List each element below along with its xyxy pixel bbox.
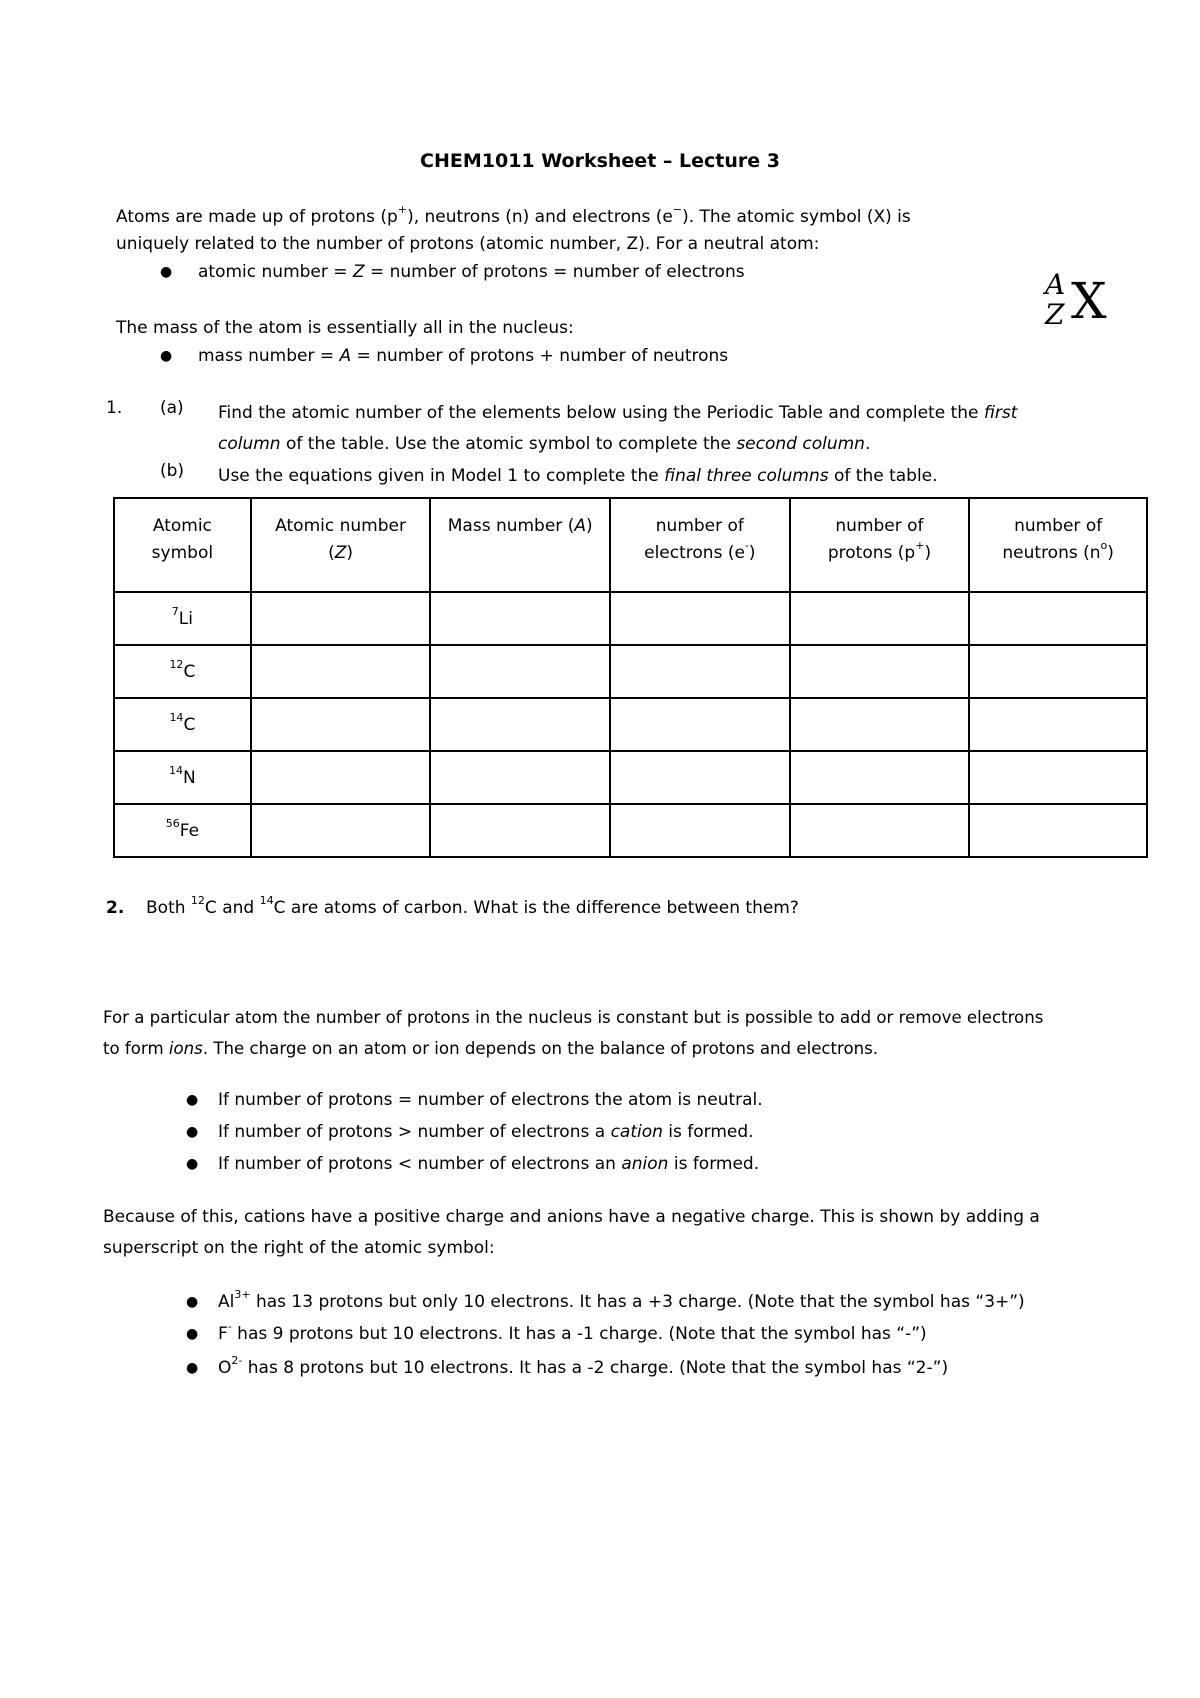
header-text: Atomic number [275,516,406,536]
ions-text: For a particular atom the number of protons in the nucleus is constant but is possible to add or remove electrons [103,1008,1044,1027]
table-row [114,804,1147,857]
bullet-text [186,1154,759,1174]
ion-text: has 13 protons but only 10 electrons. It has a +3 charge. (Note that the symbol has “3+”) [250,1292,1025,1312]
answer-cell[interactable] [251,804,431,857]
isotope-element: C [183,661,196,682]
answer-cell[interactable] [430,751,610,804]
header-sup: - [744,539,749,553]
q2-text-part: Both [146,898,191,918]
q1-number: 1. [106,398,123,418]
ions-text: . The charge on an atom or ion depends on the balance of protons and electrons. [202,1039,879,1058]
bullet-icon: ● [160,264,173,280]
bullet-text-part: mass number = [198,346,340,366]
isotope-cell [114,592,251,645]
bullet-icon: ● [186,1294,199,1310]
table-row [114,698,1147,751]
element-symbol: X [1071,272,1107,330]
proton-charge: + [397,203,408,217]
intro-bullet-1 [160,260,745,284]
ion-charge: 3+ [234,1288,251,1302]
q1-text: Find the atomic number of the elements below using the Periodic Table and complete the [218,403,984,423]
answer-cell[interactable] [969,645,1147,698]
isotope-cell [114,751,251,804]
table-row [114,751,1147,804]
atomic-notation [1045,268,1125,338]
header-neutrons [969,498,1147,592]
answer-cell[interactable] [430,698,610,751]
q1-text: second column [736,434,865,454]
intro-text: Atoms are made up of protons (p [116,207,398,227]
answer-cell[interactable] [969,804,1147,857]
intro-line-1 [116,204,911,231]
answer-cell[interactable] [610,751,790,804]
isotope-mass: 56 [165,816,180,830]
q1-text: final three columns [664,466,829,486]
isotope-element: Li [178,608,193,629]
ion-example-1 [186,1290,1025,1314]
ion-charge: - [227,1320,232,1334]
bullet-text-part: atomic number = [198,262,353,282]
answer-cell[interactable] [610,698,790,751]
header-sup: o [1100,539,1108,553]
isotope-element: C [183,714,196,735]
ions-text: ions [168,1039,203,1058]
answer-cell[interactable] [610,645,790,698]
q1-b-label: (b) [160,461,185,481]
page-title: CHEM1011 Worksheet – Lecture 3 [420,150,780,172]
table-row [114,645,1147,698]
bullet-text-part: is formed. [662,1122,754,1142]
header-text: ) [748,543,756,563]
bullet-text [186,1320,927,1344]
bullet-text-part: cation [610,1122,663,1142]
q2-sup: 12 [190,894,205,908]
answer-cell[interactable] [790,645,970,698]
isotope-mass: 12 [169,657,184,671]
header-text: protons (p [827,543,916,563]
answer-cell[interactable] [969,592,1147,645]
isotope-mass: 7 [171,604,179,618]
ions-bullet-3 [186,1152,759,1176]
bullet-text-part: = number of protons + number of neutrons [351,346,729,366]
ion-text: has 8 protons but 10 electrons. It has a -2 charge. (Note that the symbol has “2-”) [242,1358,949,1378]
header-text: Mass number ( [447,516,575,536]
answer-cell[interactable] [610,592,790,645]
bullet-text: If number of protons = number of electrons the atom is neutral. [218,1090,763,1110]
ions-text: Because of this, cations have a positive charge and anions have a negative charge. This is shown by adding a [103,1207,1040,1227]
isotope-element: Fe [179,820,200,841]
header-atomic-number: Atomic number (Z) [251,498,431,592]
bullet-text-part: A [339,346,352,366]
ions-text: to form [103,1039,169,1058]
bullet-text-part: is formed. [668,1154,760,1174]
intro-line-2: uniquely related to the number of protons (atomic number, Z). For a neutral atom: [116,234,820,254]
mass-line: The mass of the atom is essentially all in the nucleus: [116,318,574,338]
bullet-text [186,1354,949,1378]
bullet-text-part: = number of protons = number of electrons [364,262,745,282]
bullet-icon: ● [186,1124,199,1140]
ion-text: has 9 protons but 10 electrons. It has a -1 charge. (Note that the symbol has “-”) [231,1324,927,1344]
answer-cell[interactable] [790,698,970,751]
answer-cell[interactable] [251,751,431,804]
ions-bullet-2 [186,1120,754,1144]
table-row [114,592,1147,645]
ions-paragraph-1 [103,1002,1043,1064]
ion-element: O [218,1358,232,1378]
mass-number-symbol: A [1045,268,1066,301]
header-sup: + [915,539,925,553]
q1-text: first [983,403,1018,423]
header-text: Z [334,543,347,563]
ions-paragraph-2 [103,1202,1040,1264]
header-text: symbol [151,543,214,563]
isotope-cell [114,804,251,857]
bullet-text-part: If number of protons > number of electrons a [218,1122,611,1142]
isotope-mass: 14 [169,763,184,777]
header-text: electrons (e [644,543,745,563]
ion-example-2 [186,1322,927,1346]
q2-text [146,894,799,918]
atom-table [113,497,1148,858]
isotope-cell [114,698,251,751]
q1-text: Use the equations given in Model 1 to complete the [218,466,665,486]
q1-text: of the table. Use the atomic symbol to complete the [280,434,737,454]
intro-text: ). The atomic symbol (X) is [682,207,911,227]
bullet-text [160,262,745,282]
header-text: neutrons (n [1002,543,1101,563]
q2-text-part: C are atoms of carbon. What is the difference between them? [273,898,799,918]
answer-cell[interactable] [430,645,610,698]
header-mass-number [430,498,610,592]
answer-cell[interactable] [610,804,790,857]
q2-sup: 14 [259,894,274,908]
bullet-text [160,346,728,366]
isotope-element: N [183,767,196,788]
answer-cell[interactable] [251,592,431,645]
q2-text-part: C and [204,898,260,918]
answer-cell[interactable] [251,645,431,698]
answer-cell[interactable] [790,592,970,645]
q1-b-line [218,461,1118,492]
header-protons [790,498,970,592]
answer-cell[interactable] [430,804,610,857]
header-atomic-symbol [114,498,251,592]
ion-element: Al [218,1292,235,1312]
header-electrons [610,498,790,592]
q2-number: 2. [106,898,125,918]
answer-cell[interactable] [969,698,1147,751]
isotope-mass: 14 [169,710,184,724]
q1-a-label: (a) [160,398,184,418]
answer-cell[interactable] [790,804,970,857]
header-text: ) [924,543,932,563]
ions-text: superscript on the right of the atomic symbol: [103,1238,495,1258]
ion-charge: 2- [231,1354,243,1368]
bullet-icon: ● [160,348,173,364]
ion-element: F [218,1324,228,1344]
answer-cell[interactable] [251,698,431,751]
intro-text: ), neutrons (n) and electrons (e [407,207,673,227]
bullet-text-part: If number of protons < number of electrons an [218,1154,622,1174]
header-text: ) [1107,543,1114,563]
bullet-icon: ● [186,1092,199,1108]
bullet-text [186,1288,1025,1312]
bullet-text-part: anion [621,1154,669,1174]
bullet-text [186,1122,754,1142]
header-text: Atomic [152,516,212,536]
answer-cell[interactable] [969,751,1147,804]
ion-example-3 [186,1356,948,1380]
header-text: A [574,516,586,536]
atomic-number-symbol: Z [1045,298,1065,331]
q1-a-line-1 [218,398,1118,429]
bullet-icon: ● [186,1156,199,1172]
q1-a-line-2 [218,429,1118,460]
q1-text: column [218,434,281,454]
answer-cell[interactable] [790,751,970,804]
q1-text: of the table. [828,466,938,486]
answer-cell[interactable] [430,592,610,645]
table-header-row [114,498,1147,592]
header-text: number of [835,516,924,536]
q1-text: . [864,434,871,454]
isotope-cell [114,645,251,698]
bullet-icon: ● [186,1326,199,1342]
bullet-text-part: Z [352,262,365,282]
intro-bullet-2 [160,344,728,368]
electron-charge: − [672,203,683,217]
header-text: ) [585,516,593,536]
header-text: number of [1014,516,1103,536]
ions-bullet-1 [186,1088,763,1112]
bullet-icon: ● [186,1360,199,1376]
header-text: number of [655,516,744,536]
